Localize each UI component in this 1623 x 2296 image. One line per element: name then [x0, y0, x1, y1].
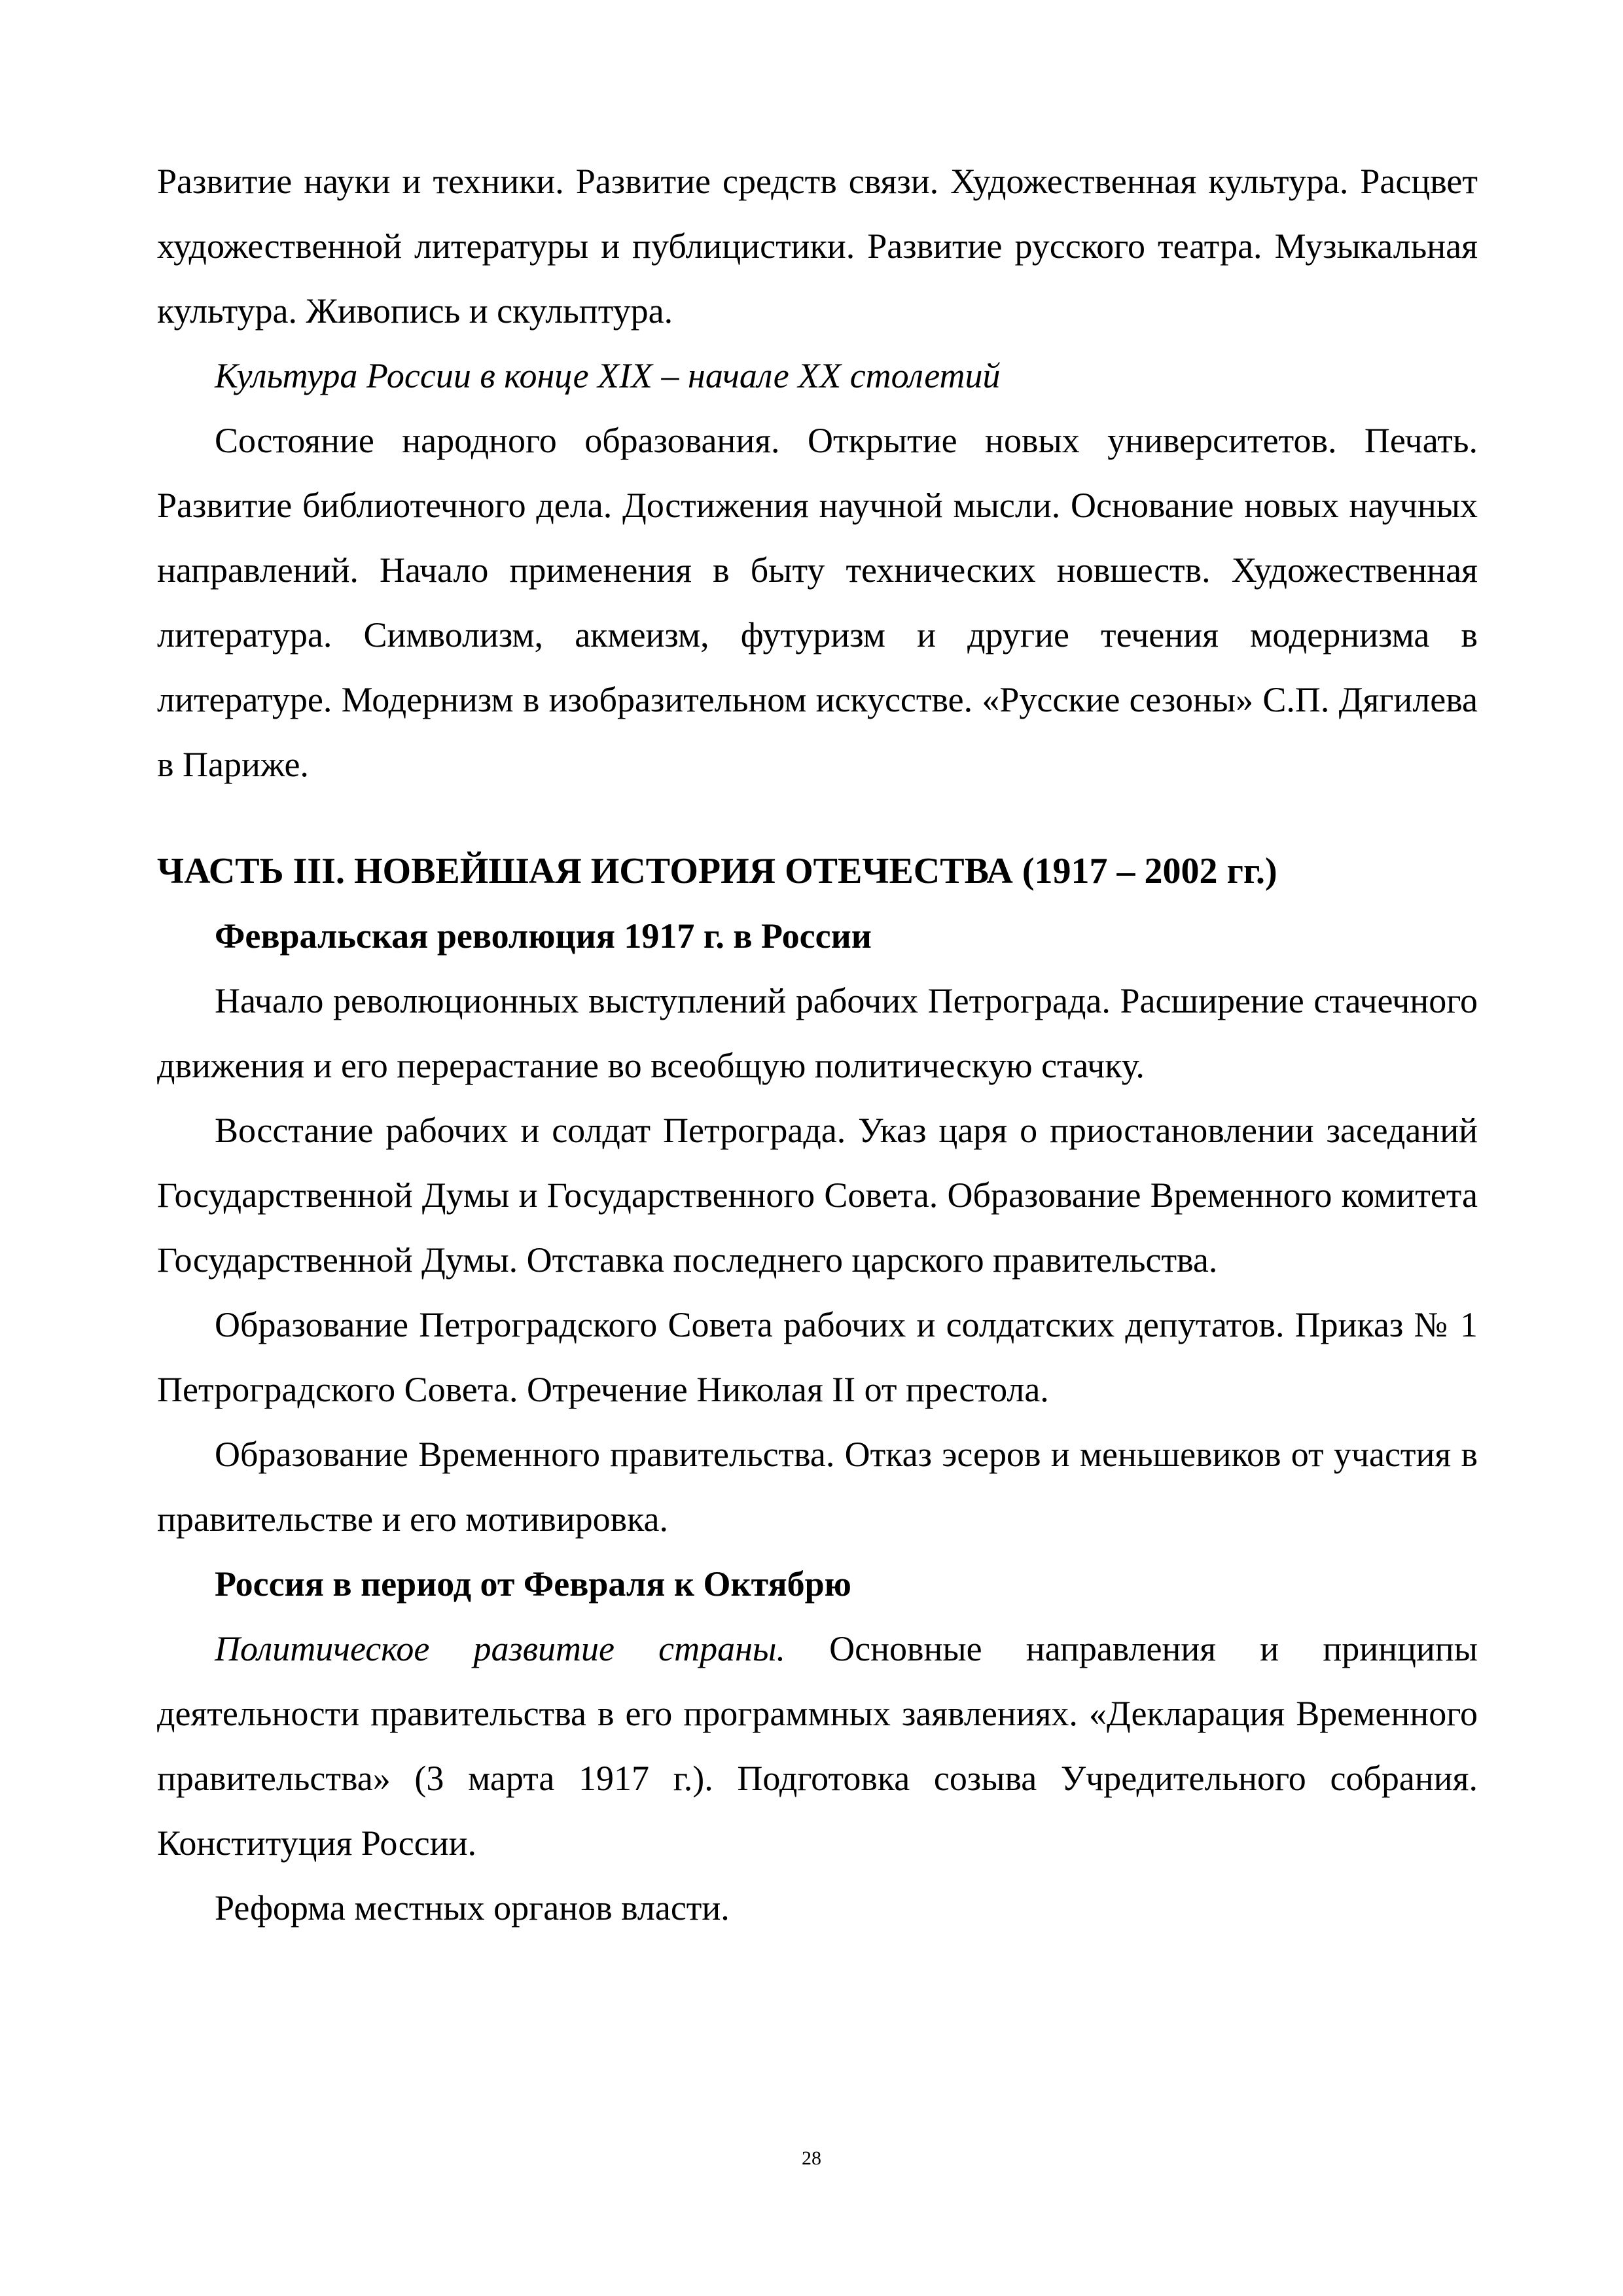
paragraph-education: Состояние народного образования. Открытие новых университетов. Печать. Развитие библиотечного дела. Достижения научной мысли. Основание новых научных направлений. Начало применения в быту технических новшеств. Художественная литература. Символизм, акмеизм, футуризм и другие течения модернизма в литературе. Модернизм в изобразительном искусстве. «Русские сезоны» С.П. Дягилева в Париже.	[157, 421, 1478, 784]
section-heading-february-revolution: Февральская революция 1917 г. в России	[215, 916, 872, 956]
page-body	[157, 149, 1478, 1941]
political-development-text: Основные направления и принципы деятельности правительства в его программных заявлениях. «Декларация Временного правительства» (3 марта 1917 г.). Подготовка созыва Учредительного собрания. Конституция России.	[157, 1629, 1478, 1863]
subsection-heading-culture: Культура России в конце XIX – начале XX столетий	[215, 356, 1001, 395]
section-heading-february-to-october: Россия в период от Февраля к Октябрю	[215, 1564, 851, 1604]
page-number: 28	[802, 2147, 821, 2169]
paragraph-political-development	[157, 1617, 1478, 1876]
paragraph-culture-development: Развитие науки и техники. Развитие средств связи. Художественная культура. Расцвет художественной литературы и публицистики. Развитие русского театра. Музыкальная культура. Живопись и скульптура.	[157, 162, 1478, 331]
part-title: ЧАСТЬ III. НОВЕЙШАЯ ИСТОРИЯ ОТЕЧЕСТВА (1917 – 2002 гг.)	[157, 851, 1277, 891]
paragraph-uprising: Восстание рабочих и солдат Петрограда. Указ царя о приостановлении заседаний Государственной Думы и Государственного Совета. Образование Временного комитета Государственной Думы. Отставка последнего царского правительства.	[157, 1111, 1478, 1280]
paragraph-provisional-government: Образование Временного правительства. Отказ эсеров и меньшевиков от участия в правительстве и его мотивировка.	[157, 1435, 1478, 1539]
paragraph-petrograd-soviet: Образование Петроградского Совета рабочих и солдатских депутатов. Приказ № 1 Петроградского Совета. Отречение Николая II от престола.	[157, 1305, 1478, 1409]
paragraph-local-reform: Реформа местных органов власти.	[215, 1888, 730, 1928]
paragraph-revolution-start: Начало революционных выступлений рабочих Петрограда. Расширение стачечного движения и его перерастание во всеобщую политическую стачку.	[157, 981, 1478, 1085]
political-development-label: Политическое развитие страны.	[215, 1629, 785, 1668]
